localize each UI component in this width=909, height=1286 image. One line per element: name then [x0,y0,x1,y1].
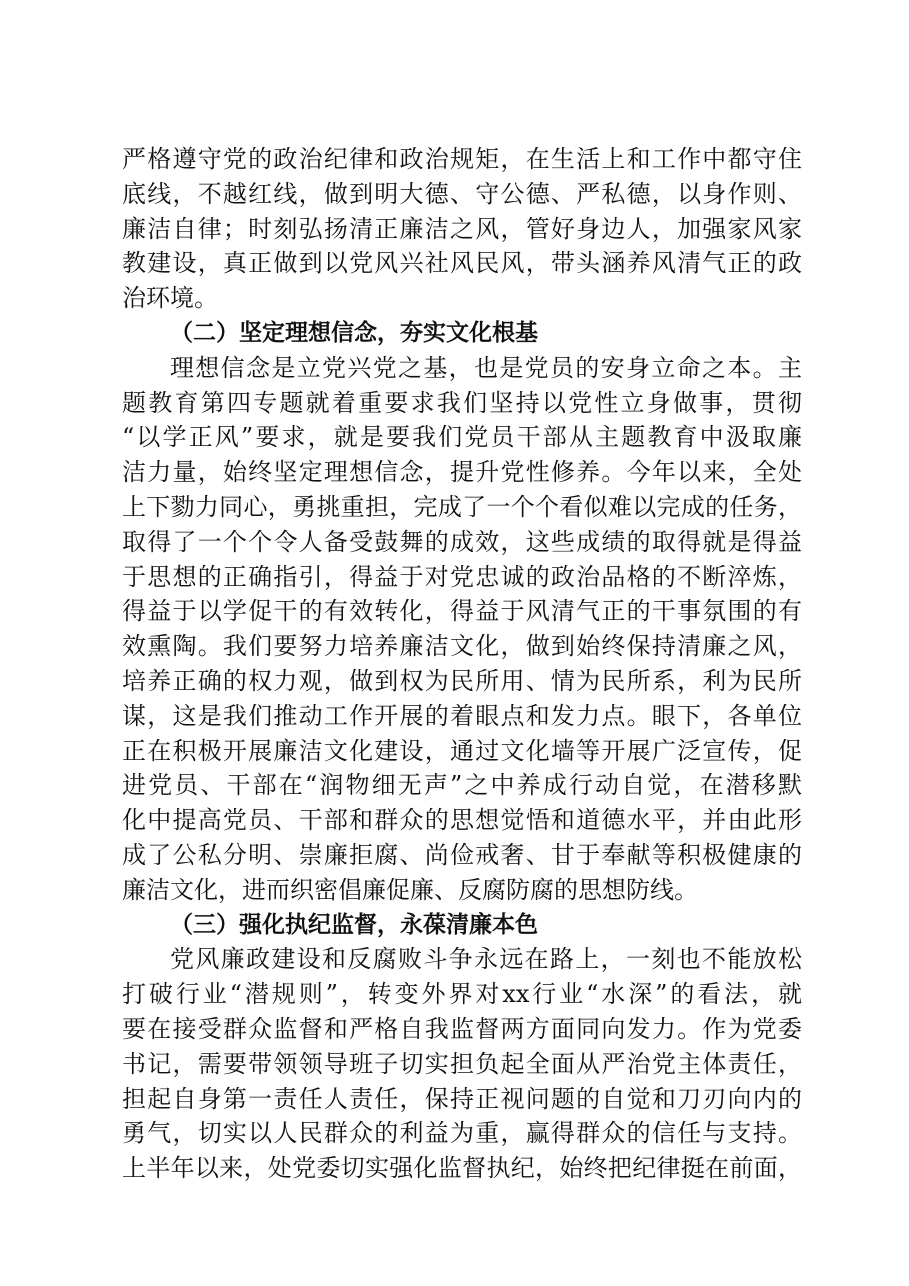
paragraph-line: 正在积极开展廉洁文化建设，通过文化墙等开展广泛宣传，促 [122,736,802,765]
paragraph-line: 成了公私分明、崇廉拒腐、尚俭戒奢、甘于奉献等积极健康的 [122,840,802,869]
paragraph-line: 谋，这是我们推动工作开展的着眼点和发力点。眼下，各单位 [122,701,802,730]
paragraph-line: 化中提高党员、干部和群众的思想觉悟和道德水平，并由此形 [122,806,802,835]
paragraph-line: 培养正确的权力观，做到权为民所用、情为民所系，利为民所 [122,666,802,695]
paragraph-line: 上半年以来，处党委切实强化监督执纪，始终把纪律挺在前面， [122,1154,802,1183]
document-body [122,142,802,1186]
paragraph-line: 效熏陶。我们要努力培养廉洁文化，做到始终保持清廉之风， [122,632,802,661]
paragraph-line: 勇气，切实以人民群众的利益为重，赢得群众的信任与支持。 [122,1119,802,1148]
section-heading: （二）坚定理想信念，夯实文化根基 [170,319,538,346]
paragraph-line: 担起自身第一责任人责任，保持正视问题的自觉和刀刃向内的 [122,1084,802,1113]
paragraph-last-line: 治环境。 [122,284,218,313]
paragraph-line: “以学正风”要求，就是要我们党员干部从主题教育中汲取廉 [122,423,802,452]
paragraph-line: 洁力量，始终坚定理想信念，提升党性修养。今年以来，全处 [122,458,802,487]
paragraph-line: 进党员、干部在“润物细无声”之中养成行动自觉，在潜移默 [122,771,802,800]
paragraph-line: 取得了一个个令人备受鼓舞的成效，这些成绩的取得就是得益 [122,527,802,556]
paragraph-line: 打破行业“潜规则”，转变外界对xx行业“水深”的看法，就 [122,980,802,1009]
paragraph-line: 廉洁自律；时刻弘扬清正廉洁之风，管好身边人，加强家风家 [122,214,802,243]
paragraph-line: 底线，不越红线，做到明大德、守公德、严私德，以身作则、 [122,179,802,208]
paragraph-line: 上下勠力同心，勇挑重担，完成了一个个看似难以完成的任务， [122,492,802,521]
paragraph-line: 于思想的正确指引，得益于对党忠诚的政治品格的不断淬炼， [122,562,802,591]
paragraph-line: 题教育第四专题就着重要求我们坚持以党性立身做事，贯彻 [122,388,802,417]
paragraph-first-line: 理想信念是立党兴党之基，也是党员的安身立命之本。主 [170,353,802,382]
paragraph-line: 教建设，真正做到以党风兴社风民风，带头涵养风清气正的政 [122,249,802,278]
paragraph-first-line: 党风廉政建设和反腐败斗争永远在路上，一刻也不能放松 [170,945,802,974]
paragraph-line: 书记，需要带领领导班子切实担负起全面从严治党主体责任， [122,1049,802,1078]
paragraph-line: 得益于以学促干的有效转化，得益于风清气正的干事氛围的有 [122,597,802,626]
paragraph-last-line: 廉洁文化，进而织密倡廉促廉、反腐防腐的思想防线。 [122,875,698,904]
paragraph-line: 严格遵守党的政治纪律和政治规矩，在生活上和工作中都守住 [122,145,802,173]
section-heading: （三）强化执纪监督，永葆清廉本色 [170,911,538,938]
paragraph-line: 要在接受群众监督和严格自我监督两方面同向发力。作为党委 [122,1014,802,1043]
